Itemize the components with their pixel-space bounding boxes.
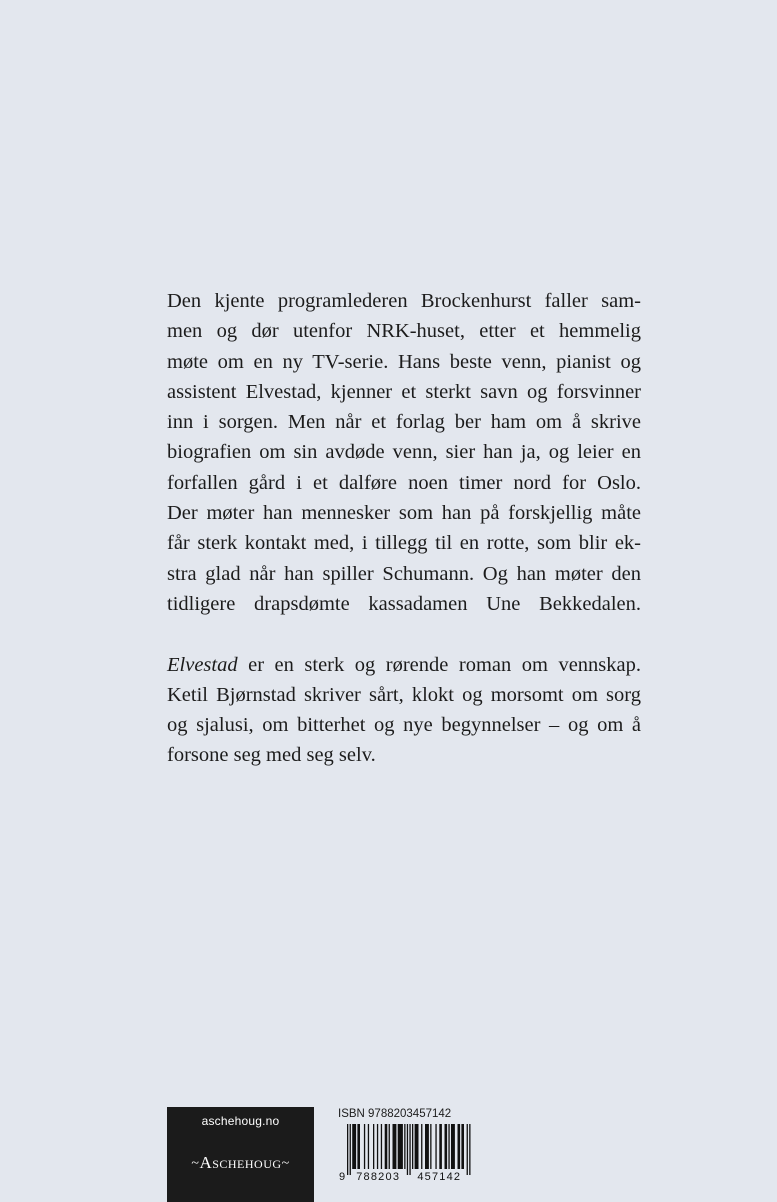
publisher-url: aschehoug.no <box>201 1114 280 1128</box>
barcode-bar <box>448 1124 449 1169</box>
blurb-line: assistent Elvestad, kjenner et sterkt savn og forsvinner <box>167 380 641 403</box>
barcode-bar <box>373 1124 374 1169</box>
blurb-line <box>167 650 641 680</box>
blurb-line: biografien om sin avdøde venn, sier han ja, og leier en <box>167 441 641 464</box>
barcode-bar <box>377 1124 378 1169</box>
barcode-bar <box>421 1124 422 1169</box>
blurb-line: inn i sorgen. Men når et forlag ber ham om å skrive <box>167 411 641 434</box>
barcode-digits: 457142 <box>417 1171 462 1182</box>
barcode-bar <box>461 1124 464 1169</box>
barcode-bar <box>393 1124 397 1169</box>
barcode-bar <box>368 1124 369 1169</box>
barcode-bar <box>352 1124 356 1169</box>
barcode-bar <box>435 1124 436 1169</box>
barcode-digits: 9 <box>339 1171 347 1182</box>
barcode-bar <box>439 1124 442 1169</box>
barcode-guard-bar <box>407 1124 408 1175</box>
barcode-bar <box>389 1124 390 1169</box>
blurb-line: forsone seg med seg selv. <box>167 744 376 767</box>
barcode-icon <box>338 1124 476 1182</box>
isbn-label: ISBN 9788203457142 <box>338 1108 452 1120</box>
barcode-bar <box>404 1124 405 1169</box>
blurb-line: men og dør utenfor NRK-huset, etter et hemmelig <box>167 320 641 343</box>
barcode-digits: 788203 <box>356 1171 401 1182</box>
blurb-line: og sjalusi, om bitterhet og nye begynnelser – og om å <box>167 714 641 737</box>
blurb-line: stra glad når han spiller Schumann. Og han møter den <box>167 562 641 585</box>
blurb-line: Ketil Bjørnstad skriver sårt, klokt og morsomt om sorg <box>167 683 641 706</box>
barcode-bar <box>398 1124 403 1169</box>
barcode-bar <box>445 1124 448 1169</box>
barcode-bar <box>415 1124 419 1169</box>
barcode-guard-bar <box>469 1124 470 1175</box>
isbn-block <box>338 1108 478 1180</box>
publisher-logo <box>167 1153 314 1173</box>
barcode-bar <box>357 1124 360 1169</box>
blurb-line: tidligere drapsdømte kassadamen Une Bekkedalen. <box>167 592 641 615</box>
blurb-line: Den kjente programlederen Brockenhurst faller sam- <box>167 290 641 312</box>
blurb-line: møte om en ny TV-serie. Hans beste venn, pianist og <box>167 350 641 373</box>
barcode-bar <box>451 1124 455 1169</box>
blurb-paragraph-1 <box>167 286 641 619</box>
barcode-bar <box>425 1124 429 1169</box>
barcode-bar <box>381 1124 382 1169</box>
flourish-left-icon: ~ <box>191 1156 200 1171</box>
barcode-guard-bar <box>350 1124 351 1175</box>
barcode-bar <box>364 1124 365 1169</box>
blurb-line-rest: er en sterk og rørende roman om vennskap. <box>237 653 641 676</box>
barcode-bar <box>430 1124 431 1169</box>
barcode-guard-bar <box>467 1124 468 1175</box>
blurb-line: Der møter han mennesker som han på forskjellig måte <box>167 502 641 525</box>
barcode-bar <box>385 1124 388 1169</box>
book-title-italic: Elvestad <box>167 653 238 676</box>
barcode-guard-bar <box>347 1124 348 1175</box>
barcode-guard-bar <box>409 1124 410 1175</box>
publisher-logo-text: Aschehoug <box>199 1153 282 1172</box>
blurb-line: får sterk kontakt med, i tillegg til en rotte, som blir ek- <box>167 532 641 555</box>
barcode-bar <box>412 1124 413 1169</box>
blurb-paragraph-2 <box>167 650 641 771</box>
publisher-logo-box <box>167 1107 314 1202</box>
blurb-line: forfallen gård i et dalføre noen timer nord for Oslo. <box>167 471 641 494</box>
barcode-bar <box>458 1124 461 1169</box>
back-cover-blurb <box>167 286 641 771</box>
flourish-right-icon: ~ <box>281 1156 290 1171</box>
